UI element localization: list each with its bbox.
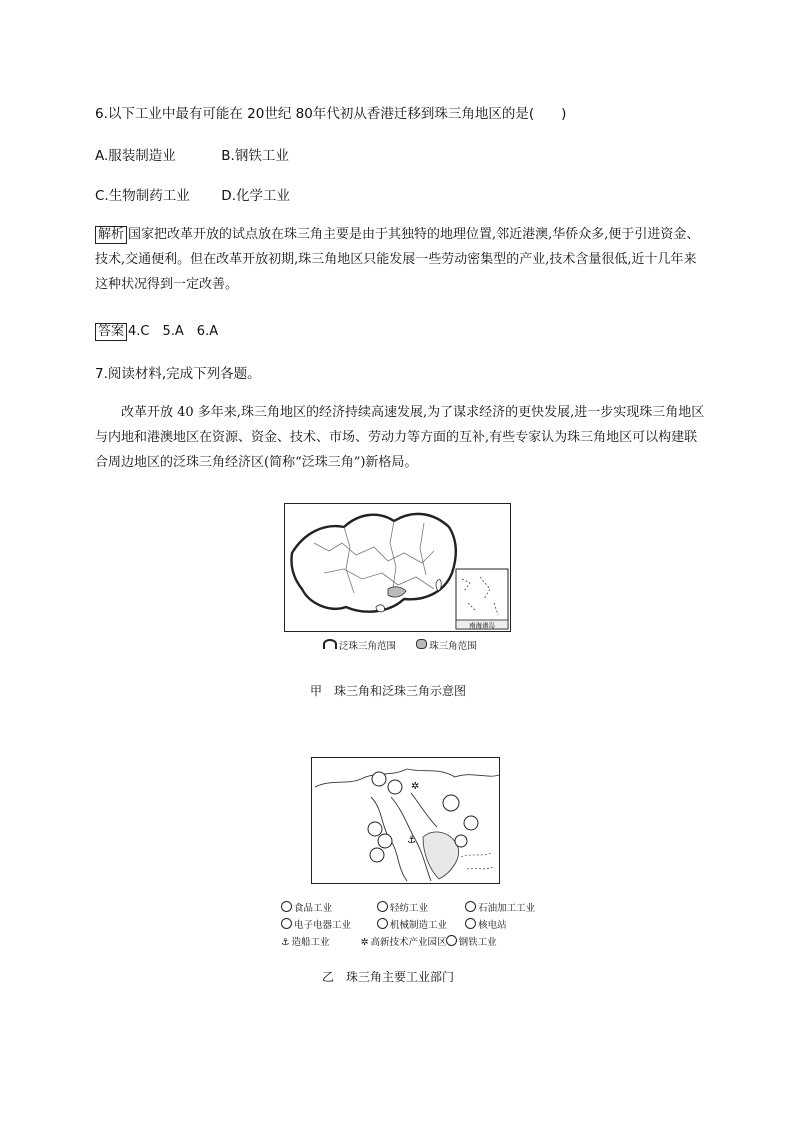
option-d[interactable]: D.化学工业 — [221, 188, 290, 204]
option-b[interactable]: B.钢铁工业 — [221, 148, 289, 164]
electronics-icon — [281, 918, 292, 929]
legend-prd: 珠三角范围 — [429, 641, 477, 652]
map-b-caption: 乙 珠三角主要工业部门 — [322, 970, 455, 984]
electronics-site — [368, 822, 382, 836]
map-b-legend-row-1 — [281, 900, 535, 914]
map-a-caption: 甲 珠三角和泛珠三角示意图 — [310, 684, 467, 698]
legend-textile: 轻纺工业 — [390, 903, 429, 914]
machinery-icon — [377, 918, 388, 929]
steel-icon — [446, 935, 457, 946]
anchor-icon: ⚓ — [281, 937, 290, 948]
map-a-legend — [323, 638, 477, 652]
legend-pan-prd: 泛珠三角范围 — [339, 641, 397, 652]
legend-shipbuilding: 造船工业 — [291, 937, 330, 948]
question-6-options-row-1 — [95, 144, 289, 164]
legend-petroleum: 石油加工工业 — [478, 903, 536, 914]
petroleum-site — [370, 848, 384, 862]
light-textile-site — [388, 780, 402, 794]
hainan-island — [376, 605, 384, 612]
map-b-legend-row-2 — [281, 917, 507, 931]
legend-pan-prd-icon — [323, 639, 337, 649]
map-b — [311, 757, 501, 885]
analysis-block — [95, 222, 705, 297]
legend-hi-tech: 高新技术产业园区 — [370, 937, 447, 948]
steel-site — [464, 816, 478, 830]
food-industry-site — [372, 772, 386, 786]
map-b-legend-row-3 — [281, 934, 497, 948]
petroleum-icon — [465, 901, 476, 912]
map-a — [284, 503, 512, 633]
analysis-text: 国家把改革开放的试点放在珠三角主要是由于其独特的地理位置,邻近港澳,华侨众多,便于引进资金、技术,交通便利。但在改革开放初期,珠三角地区只能发展一些劳动密集型的产业,技术含量很低,近十几年来这种状况得到一定改善。 — [95, 227, 700, 292]
taiwan-island — [436, 580, 441, 591]
hi-tech-park-icon: ✲ — [411, 781, 420, 792]
question-7-stem: 7.阅读材料,完成下列各题。 — [95, 366, 261, 382]
option-a[interactable]: A.服装制造业 — [95, 148, 176, 164]
hi-tech-icon: ✲ — [360, 937, 369, 948]
legend-machinery: 机械制造工业 — [390, 920, 448, 931]
option-c[interactable]: C.生物制药工业 — [95, 188, 190, 204]
shipbuilding-icon: ⚓ — [407, 835, 416, 846]
question-7-material: 改革开放 40 多年来,珠三角地区的经济持续高速发展,为了谋求经济的更快发展,进一步实现珠三角地区与内地和港澳地区在资源、资金、技术、市场、劳动力等方面的互补,有些专家认为珠三角地区可以构建联合周边地区的泛珠三角经济区(简称“泛珠三角”)新格局。 — [95, 405, 705, 470]
inset-label: 南海诸岛 — [469, 621, 495, 630]
textile-icon — [377, 901, 388, 912]
legend-food: 食品工业 — [294, 903, 333, 914]
analysis-tag: 解析 — [95, 226, 127, 244]
legend-steel: 钢铁工业 — [458, 937, 497, 948]
answer-text: 4.C 5.A 6.A — [128, 324, 219, 339]
legend-electronics: 电子电器工业 — [294, 920, 352, 931]
machinery-site — [378, 834, 392, 848]
nuclear-plant-site — [455, 835, 467, 847]
answer-tag: 答案 — [95, 323, 127, 341]
electronics-site-east — [443, 795, 459, 811]
question-6-stem: 6.以下工业中最有可能在 20世纪 80年代初从香港迁移到珠三角地区的是( ) — [95, 106, 567, 122]
answer-block — [95, 320, 218, 341]
nuclear-icon — [465, 918, 476, 929]
food-icon — [281, 901, 292, 912]
question-6-options-row-2 — [95, 184, 290, 204]
legend-prd-icon — [416, 639, 427, 649]
legend-nuclear: 核电站 — [478, 920, 507, 931]
